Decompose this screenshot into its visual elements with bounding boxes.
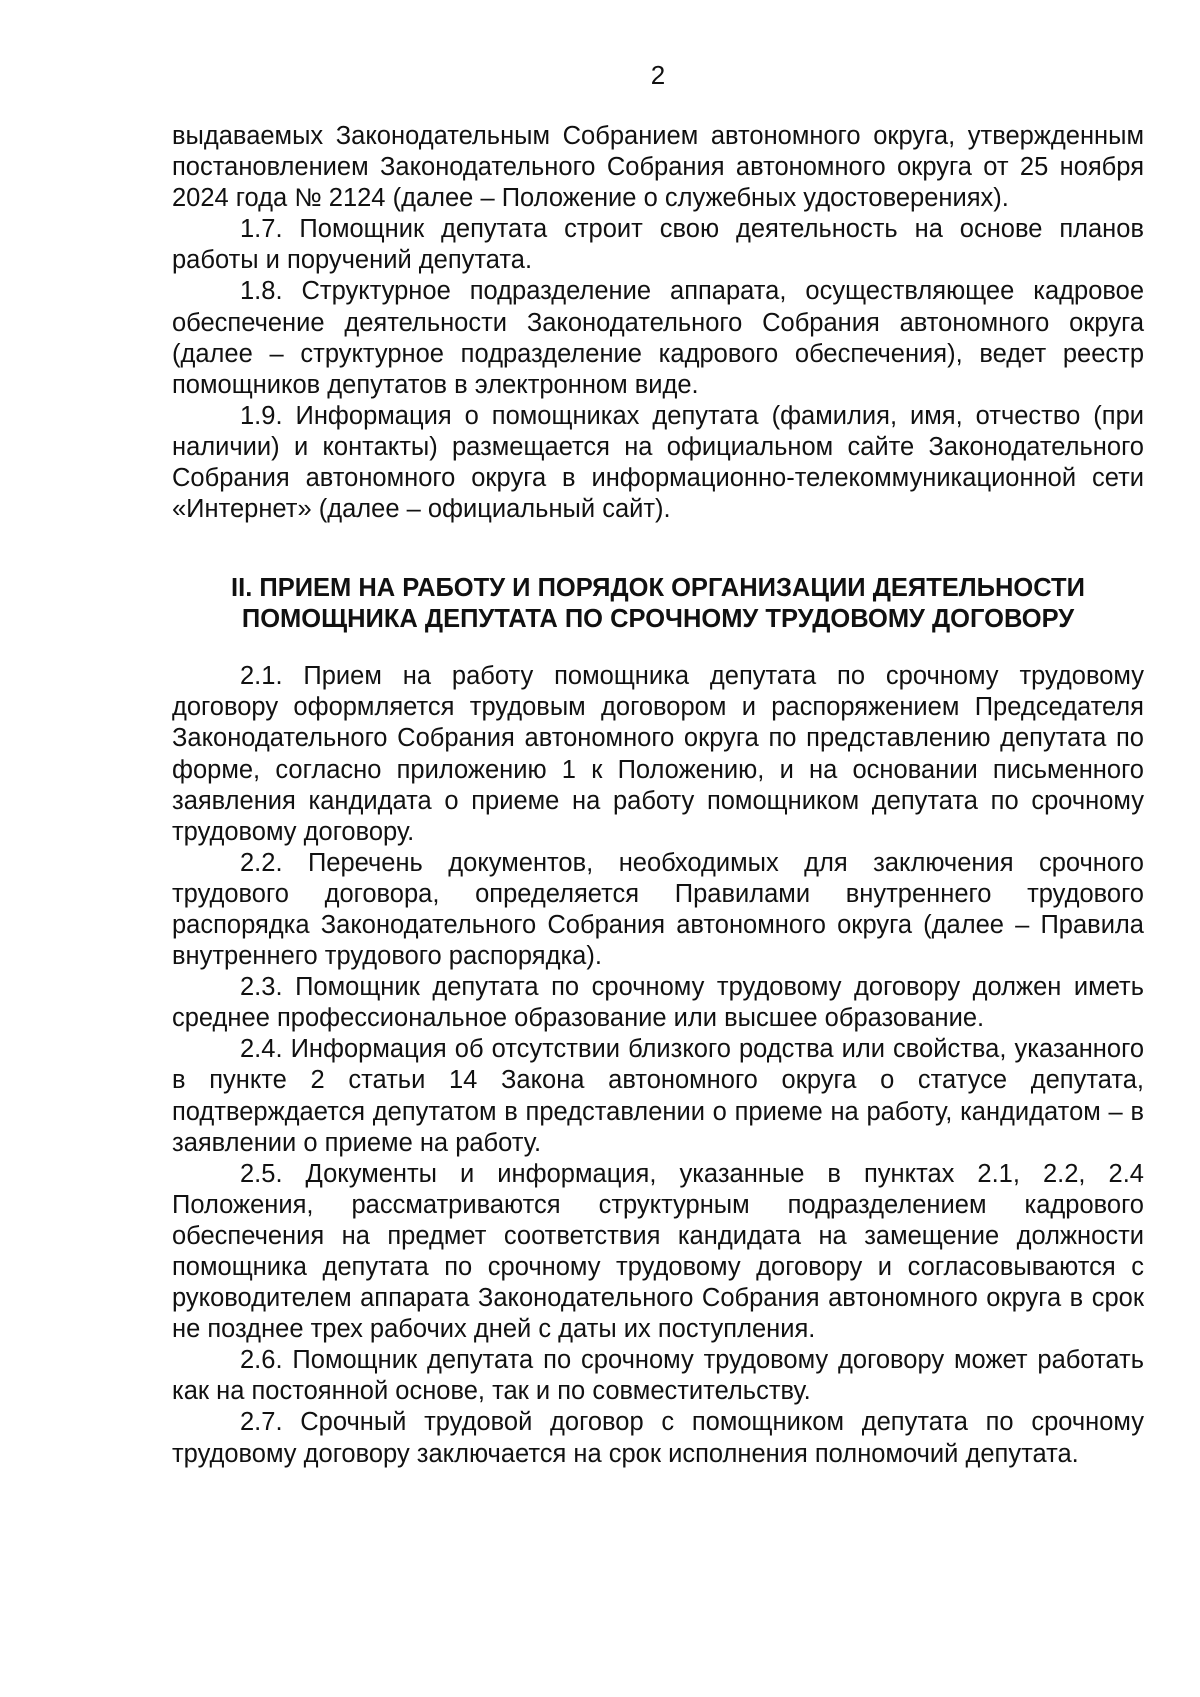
section-2-heading-line-1: II. ПРИЕМ НА РАБОТУ И ПОРЯДОК ОРГАНИЗАЦИИ ДЕЯТЕЛЬНОСТИ (231, 574, 1085, 603)
paragraph-2-5: 2.5. Документы и информация, указанные в пунктах 2.1, 2.2, 2.4 Положения, рассматриваются структурным подразделением кадрового обеспечения на предмет соответствия кандидата на замещение должности помощника депутата по срочному трудовому договору и согласовываются с руководителем аппарата Законодательного Собрания автономного округа в срок не позднее трех рабочих дней с даты их поступления. (172, 1159, 1144, 1344)
paragraph-2-3: 2.3. Помощник депутата по срочному трудовому договору должен иметь среднее профессиональное образование или высшее образование. (172, 973, 1144, 1033)
section-2-heading (172, 573, 1144, 635)
paragraph-2-2: 2.2. Перечень документов, необходимых для заключения срочного трудового договора, определяется Правилами внутреннего трудового распорядка Законодательного Собрания автономного округа (далее – Правила внутреннего трудового распорядка). (172, 848, 1144, 971)
paragraph-2-7: 2.7. Срочный трудовой договор с помощником депутата по срочному трудовому договору заключается на срок исполнения полномочий депутата. (172, 1408, 1144, 1468)
paragraph-2-4: 2.4. Информация об отсутствии близкого родства или свойства, указанного в пункте 2 статьи 14 Закона автономного округа о статусе депутата, подтверждается депутатом в представлении о приеме на работу, кандидатом – в заявлении о приеме на работу. (172, 1035, 1144, 1157)
section-2-heading-line-2: ПОМОЩНИКА ДЕПУТАТА ПО СРОЧНОМУ ТРУДОВОМУ ДОГОВОРУ (241, 605, 1075, 634)
paragraph-1-7: 1.7. Помощник депутата строит свою деятельность на основе планов работы и поручений депутата. (172, 215, 1144, 275)
page-number: 2 (650, 60, 666, 90)
document-page (172, 60, 1144, 1470)
paragraph-continuation: выдаваемых Законодательным Собранием автономного округа, утвержденным постановлением Законодательного Собрания автономного округа от 25 ноября 2024 года № 2124 (далее – Положение о служебных удостоверениях). (172, 122, 1144, 213)
paragraph-2-1: 2.1. Прием на работу помощника депутата по срочному трудовому договору оформляется трудовым договором и распоряжением Председателя Законодательного Собрания автономного округа по представлению депутата по форме, согласно приложению 1 к Положению, и на основании письменного заявления кандидата о приеме на работу помощником депутата по срочному трудовому договору. (172, 662, 1144, 846)
paragraph-1-8: 1.8. Структурное подразделение аппарата, осуществляющее кадровое обеспечение деятельности Законодательного Собрания автономного округа (далее – структурное подразделение кадрового обеспечения), ведет реестр помощников депутатов в электронном виде. (172, 277, 1144, 399)
section-1-body (172, 121, 1144, 525)
paragraph-2-6: 2.6. Помощник депутата по срочному трудовому договору может работать как на постоянной основе, так и по совместительству. (172, 1346, 1144, 1406)
section-2-body (172, 661, 1144, 1469)
paragraph-1-9: 1.9. Информация о помощниках депутата (фамилия, имя, отчество (при наличии) и контакты) размещается на официальном сайте Законодательного Собрания автономного округа в информационно-телекоммуникационной сети «Интернет» (далее – официальный сайт). (172, 401, 1144, 524)
